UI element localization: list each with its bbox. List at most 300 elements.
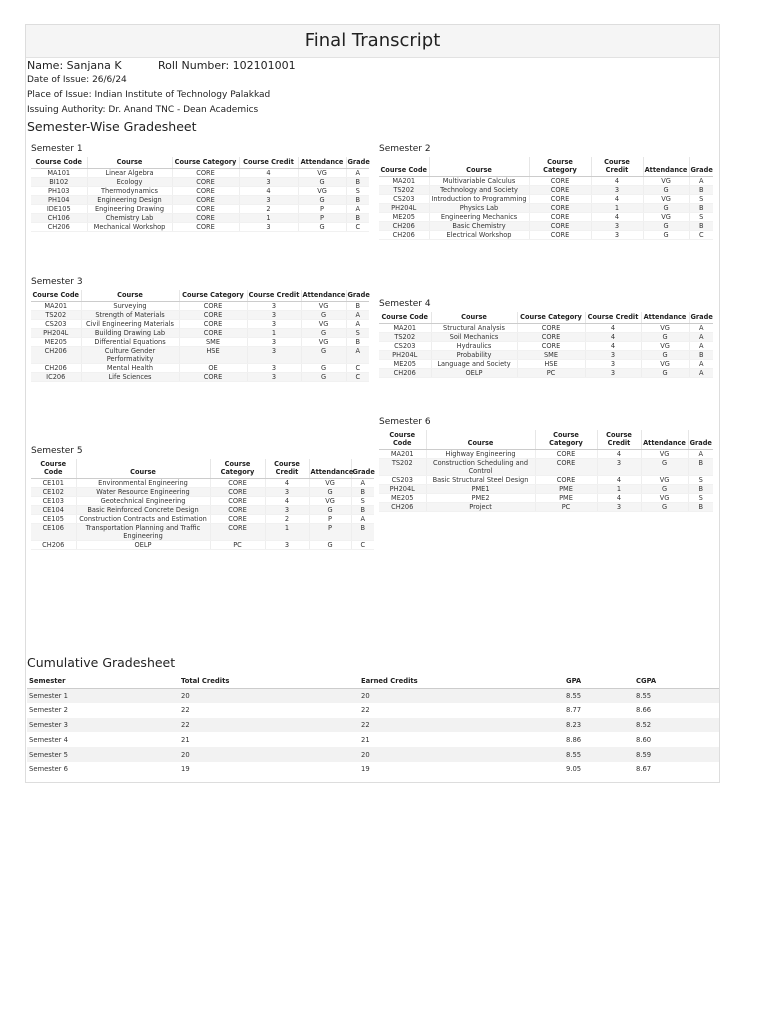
- table-cell: 3: [591, 222, 643, 231]
- table-cell: 3: [247, 373, 301, 382]
- table-cell: P: [309, 515, 351, 524]
- table-cell: VG: [643, 213, 689, 222]
- table-row: [31, 373, 369, 382]
- table-cell: C: [346, 373, 369, 382]
- table-cell: C: [346, 223, 369, 232]
- table-cell: Probability: [431, 351, 517, 360]
- table-cell: 4: [597, 476, 641, 485]
- table-cell: CORE: [172, 178, 239, 187]
- table-cell: CH206: [31, 347, 81, 364]
- table-cell: Technology and Society: [429, 186, 529, 195]
- table-cell: S: [346, 329, 369, 338]
- table-cell: MA201: [379, 324, 431, 333]
- table-cell: 9.05: [566, 765, 582, 774]
- table-cell: 2: [239, 205, 298, 214]
- table-cell: 2: [265, 515, 309, 524]
- column-header: Course: [431, 312, 517, 324]
- table-cell: CH206: [379, 222, 429, 231]
- table-cell: ME205: [379, 494, 426, 503]
- table-cell: Life Sciences: [81, 373, 179, 382]
- table-row: [31, 320, 369, 329]
- table-cell: CH206: [31, 364, 81, 373]
- table-cell: 3: [239, 223, 298, 232]
- table-cell: VG: [309, 497, 351, 506]
- column-header: Course Category: [172, 157, 239, 169]
- table-cell: PC: [210, 541, 265, 550]
- table-cell: CS203: [379, 476, 426, 485]
- table-cell: 8.67: [636, 765, 652, 774]
- semester-2-label: Semester 2: [379, 144, 431, 154]
- semester-1-table: [31, 157, 369, 232]
- table-cell: CORE: [210, 515, 265, 524]
- table-cell: 3: [585, 351, 641, 360]
- table-cell: B: [689, 351, 713, 360]
- table-cell: C: [346, 364, 369, 373]
- table-cell: CORE: [529, 213, 591, 222]
- table-cell: CS203: [31, 320, 81, 329]
- table-cell: 3: [597, 503, 641, 512]
- table-cell: Surveying: [81, 302, 179, 311]
- table-cell: B: [351, 524, 374, 541]
- table-cell: Geotechnical Engineering: [76, 497, 210, 506]
- table-cell: 19: [181, 765, 190, 774]
- column-header: Course Credit: [265, 459, 309, 479]
- table-cell: 3: [265, 541, 309, 550]
- table-cell: 19: [361, 765, 370, 774]
- table-cell: Physics Lab: [429, 204, 529, 213]
- table-cell: TS202: [31, 311, 81, 320]
- table-cell: B: [346, 178, 369, 187]
- table-cell: 3: [585, 369, 641, 378]
- column-header: Course Category: [529, 157, 591, 177]
- semester-5-table: [31, 459, 374, 550]
- table-cell: Transportation Planning and Traffic Engineering: [76, 524, 210, 541]
- table-row: [379, 186, 713, 195]
- table-cell: A: [346, 347, 369, 364]
- table-cell: A: [688, 450, 713, 459]
- table-row: [27, 688, 719, 703]
- table-cell: 4: [585, 342, 641, 351]
- table-cell: B: [346, 338, 369, 347]
- table-cell: PH104: [31, 196, 87, 205]
- table-cell: B: [689, 222, 713, 231]
- table-cell: B: [689, 204, 713, 213]
- column-header: Course Credit: [239, 157, 298, 169]
- table-cell: B: [688, 459, 713, 476]
- table-cell: CE105: [31, 515, 76, 524]
- table-cell: VG: [643, 195, 689, 204]
- table-cell: B: [346, 302, 369, 311]
- table-cell: OELP: [76, 541, 210, 550]
- table-cell: A: [346, 320, 369, 329]
- table-cell: PH204L: [379, 204, 429, 213]
- table-row: [379, 213, 713, 222]
- table-cell: S: [351, 497, 374, 506]
- table-cell: Engineering Drawing: [87, 205, 172, 214]
- table-cell: G: [641, 503, 688, 512]
- column-header: Attendance: [641, 430, 688, 450]
- table-cell: Strength of Materials: [81, 311, 179, 320]
- table-cell: G: [641, 351, 689, 360]
- table-cell: CORE: [529, 177, 591, 186]
- table-row: [379, 369, 713, 378]
- table-cell: 3: [239, 178, 298, 187]
- table-cell: 3: [247, 302, 301, 311]
- table-cell: C: [351, 541, 374, 550]
- table-cell: CORE: [210, 506, 265, 515]
- table-header-row: [31, 290, 369, 302]
- table-cell: CE103: [31, 497, 76, 506]
- table-cell: Mental Health: [81, 364, 179, 373]
- semester-4-label: Semester 4: [379, 299, 431, 309]
- column-header: Course Code: [31, 290, 81, 302]
- table-cell: P: [298, 214, 346, 223]
- table-row: [31, 541, 374, 550]
- table-cell: CORE: [172, 187, 239, 196]
- column-header: Course Category: [179, 290, 247, 302]
- table-cell: PME: [535, 485, 597, 494]
- table-row: [31, 488, 374, 497]
- table-cell: 3: [597, 459, 641, 476]
- table-row: [27, 732, 719, 747]
- table-cell: 8.55: [564, 688, 634, 703]
- table-cell: BI102: [31, 178, 87, 187]
- table-row: [379, 222, 713, 231]
- table-cell: 4: [591, 213, 643, 222]
- table-cell: 4: [265, 497, 309, 506]
- table-cell: CORE: [535, 476, 597, 485]
- table-cell: 22: [361, 706, 370, 715]
- table-cell: B: [689, 186, 713, 195]
- table-cell: P: [298, 205, 346, 214]
- table-cell: ME205: [379, 213, 429, 222]
- table-row: [31, 479, 374, 488]
- column-header: Course: [81, 290, 179, 302]
- table-cell: CE101: [31, 479, 76, 488]
- semester-4-table: [379, 312, 713, 378]
- table-cell: CH206: [379, 231, 429, 240]
- table-cell: 4: [591, 195, 643, 204]
- column-header: Attendance: [309, 459, 351, 479]
- column-header: Course Code: [379, 312, 431, 324]
- table-cell: CH206: [379, 369, 431, 378]
- table-cell: Differential Equations: [81, 338, 179, 347]
- table-cell: G: [298, 223, 346, 232]
- table-row: [31, 205, 369, 214]
- column-header: Course Credit: [585, 312, 641, 324]
- table-cell: PC: [517, 369, 585, 378]
- table-cell: PME1: [426, 485, 535, 494]
- column-header: Attendance: [301, 290, 346, 302]
- table-cell: CH206: [31, 541, 76, 550]
- table-cell: 8.60: [636, 735, 652, 744]
- table-cell: CORE: [179, 311, 247, 320]
- table-row: [379, 494, 713, 503]
- semester-3-table: [31, 290, 369, 382]
- table-cell: PME2: [426, 494, 535, 503]
- roll-number: Roll Number: 102101001: [158, 59, 296, 72]
- table-cell: 20: [359, 688, 564, 703]
- table-cell: Semester 6: [29, 765, 68, 774]
- table-cell: 3: [239, 196, 298, 205]
- table-cell: 22: [179, 718, 359, 733]
- table-cell: A: [346, 205, 369, 214]
- column-header: Grade: [689, 312, 713, 324]
- table-cell: VG: [641, 324, 689, 333]
- table-cell: G: [309, 541, 351, 550]
- table-cell: VG: [641, 450, 688, 459]
- column-header: Course: [426, 430, 535, 450]
- table-row: [31, 223, 369, 232]
- table-cell: PH204L: [31, 329, 81, 338]
- table-cell: S: [346, 187, 369, 196]
- table-cell: CH106: [31, 214, 87, 223]
- semester-wise-heading: Semester-Wise Gradesheet: [27, 119, 197, 134]
- table-cell: B: [688, 503, 713, 512]
- table-cell: VG: [298, 169, 346, 178]
- column-header: Course Category: [535, 430, 597, 450]
- student-name: Name: Sanjana K: [27, 59, 122, 72]
- semester-3-label: Semester 3: [31, 277, 83, 287]
- table-cell: Water Resource Engineering: [76, 488, 210, 497]
- table-cell: CORE: [179, 329, 247, 338]
- table-row: [31, 364, 369, 373]
- table-cell: CORE: [517, 342, 585, 351]
- table-cell: 4: [591, 177, 643, 186]
- column-header: Course Category: [517, 312, 585, 324]
- column-header: Course: [429, 157, 529, 177]
- table-cell: VG: [643, 177, 689, 186]
- table-cell: CORE: [210, 488, 265, 497]
- table-cell: 1: [247, 329, 301, 338]
- table-cell: A: [689, 177, 713, 186]
- table-cell: G: [641, 459, 688, 476]
- table-cell: A: [689, 369, 713, 378]
- table-cell: CORE: [210, 524, 265, 541]
- table-row: [379, 204, 713, 213]
- table-cell: CORE: [210, 497, 265, 506]
- table-row: [379, 195, 713, 204]
- table-cell: S: [689, 195, 713, 204]
- table-cell: 3: [247, 347, 301, 364]
- table-cell: S: [688, 476, 713, 485]
- table-cell: G: [301, 373, 346, 382]
- table-cell: P: [309, 524, 351, 541]
- table-cell: PME: [535, 494, 597, 503]
- table-cell: VG: [298, 187, 346, 196]
- table-cell: CORE: [529, 222, 591, 231]
- table-cell: CORE: [179, 320, 247, 329]
- column-header: Total Credits: [179, 675, 359, 688]
- table-cell: PH204L: [379, 351, 431, 360]
- table-cell: Basic Reinforced Concrete Design: [76, 506, 210, 515]
- table-cell: Soil Mechanics: [431, 333, 517, 342]
- table-cell: Structural Analysis: [431, 324, 517, 333]
- table-cell: G: [301, 311, 346, 320]
- column-header: Course Credit: [591, 157, 643, 177]
- table-cell: G: [301, 329, 346, 338]
- column-header: Course Category: [210, 459, 265, 479]
- table-cell: 3: [247, 320, 301, 329]
- table-row: [31, 169, 369, 178]
- table-row: [27, 747, 719, 762]
- table-cell: 4: [239, 187, 298, 196]
- table-cell: Ecology: [87, 178, 172, 187]
- table-cell: PH204L: [379, 485, 426, 494]
- table-cell: PC: [535, 503, 597, 512]
- table-cell: 3: [591, 231, 643, 240]
- semester-2-table: [379, 157, 713, 240]
- table-row: [379, 459, 713, 476]
- column-header: Attendance: [643, 157, 689, 177]
- table-cell: Construction Contracts and Estimation: [76, 515, 210, 524]
- table-cell: CE104: [31, 506, 76, 515]
- table-cell: 3: [591, 186, 643, 195]
- table-cell: G: [643, 186, 689, 195]
- table-cell: VG: [641, 494, 688, 503]
- table-cell: Environmental Engineering: [76, 479, 210, 488]
- table-cell: 8.77: [566, 706, 582, 715]
- table-row: [379, 177, 713, 186]
- table-header-row: [379, 157, 713, 177]
- table-cell: G: [301, 347, 346, 364]
- semester-6-table: [379, 430, 713, 512]
- table-row: [31, 311, 369, 320]
- table-cell: VG: [301, 338, 346, 347]
- page-title: Final Transcript: [26, 25, 719, 58]
- table-row: [379, 476, 713, 485]
- table-cell: B: [688, 485, 713, 494]
- table-cell: Hydraulics: [431, 342, 517, 351]
- table-cell: G: [641, 485, 688, 494]
- table-cell: Culture Gender Performativity: [81, 347, 179, 364]
- table-cell: 1: [239, 214, 298, 223]
- table-cell: Multivariable Calculus: [429, 177, 529, 186]
- table-cell: B: [351, 488, 374, 497]
- table-cell: ME205: [31, 338, 81, 347]
- column-header: Course Code: [31, 157, 87, 169]
- table-cell: CORE: [529, 204, 591, 213]
- table-row: [31, 187, 369, 196]
- semester-5-label: Semester 5: [31, 446, 83, 456]
- table-cell: IDE105: [31, 205, 87, 214]
- table-cell: Basic Structural Steel Design: [426, 476, 535, 485]
- table-cell: CORE: [179, 373, 247, 382]
- column-header: Attendance: [641, 312, 689, 324]
- column-header: Course Credit: [247, 290, 301, 302]
- table-cell: ME205: [379, 360, 431, 369]
- table-cell: MA201: [379, 177, 429, 186]
- table-cell: CE102: [31, 488, 76, 497]
- table-cell: CORE: [529, 231, 591, 240]
- table-cell: Language and Society: [431, 360, 517, 369]
- table-cell: G: [641, 333, 689, 342]
- table-cell: CS203: [379, 195, 429, 204]
- table-cell: 21: [181, 735, 190, 744]
- table-row: [27, 718, 719, 733]
- table-row: [379, 324, 713, 333]
- table-cell: CE106: [31, 524, 76, 541]
- table-cell: CORE: [517, 324, 585, 333]
- table-cell: S: [689, 213, 713, 222]
- table-cell: A: [689, 324, 713, 333]
- table-cell: OE: [179, 364, 247, 373]
- table-cell: S: [688, 494, 713, 503]
- table-row: [31, 515, 374, 524]
- table-row: [31, 506, 374, 515]
- table-cell: 20: [179, 688, 359, 703]
- table-header-row: [31, 157, 369, 169]
- table-cell: MA201: [31, 302, 81, 311]
- table-cell: Construction Scheduling and Control: [426, 459, 535, 476]
- transcript-document: [25, 24, 720, 783]
- table-cell: CORE: [517, 333, 585, 342]
- table-cell: 8.86: [566, 735, 582, 744]
- table-header-row: [27, 675, 719, 688]
- table-cell: A: [689, 342, 713, 351]
- table-cell: G: [643, 222, 689, 231]
- table-cell: A: [346, 169, 369, 178]
- column-header: Attendance: [298, 157, 346, 169]
- table-cell: A: [351, 515, 374, 524]
- table-cell: C: [689, 231, 713, 240]
- table-cell: 8.23: [564, 718, 634, 733]
- table-cell: VG: [641, 360, 689, 369]
- table-row: [27, 703, 719, 718]
- table-cell: 3: [265, 506, 309, 515]
- table-cell: 8.66: [636, 706, 652, 715]
- table-cell: VG: [301, 302, 346, 311]
- date-of-issue: Date of Issue: 26/6/24: [27, 75, 127, 85]
- column-header: Grade: [689, 157, 713, 177]
- table-cell: 4: [585, 324, 641, 333]
- table-cell: HSE: [179, 347, 247, 364]
- table-header-row: [31, 459, 374, 479]
- column-header: Course Code: [379, 430, 426, 450]
- table-row: [31, 347, 369, 364]
- column-header: GPA: [564, 675, 634, 688]
- table-cell: 8.52: [634, 718, 719, 733]
- issuing-authority: Issuing Authority: Dr. Anand TNC - Dean Academics: [27, 105, 259, 115]
- table-row: [31, 338, 369, 347]
- table-cell: 22: [359, 718, 564, 733]
- table-cell: 8.59: [634, 747, 719, 762]
- table-cell: Semester 4: [29, 735, 68, 744]
- table-row: [27, 762, 719, 777]
- table-cell: MA101: [31, 169, 87, 178]
- table-cell: 4: [239, 169, 298, 178]
- column-header: CGPA: [634, 675, 719, 688]
- table-cell: CORE: [172, 223, 239, 232]
- table-row: [31, 329, 369, 338]
- column-header: Course Code: [379, 157, 429, 177]
- table-cell: Mechanical Workshop: [87, 223, 172, 232]
- table-cell: HSE: [517, 360, 585, 369]
- table-cell: Electrical Workshop: [429, 231, 529, 240]
- table-cell: Linear Algebra: [87, 169, 172, 178]
- table-cell: 1: [591, 204, 643, 213]
- table-cell: Semester 3: [27, 718, 179, 733]
- column-header: Course Code: [31, 459, 76, 479]
- table-cell: CORE: [529, 186, 591, 195]
- table-cell: Engineering Design: [87, 196, 172, 205]
- table-cell: IC206: [31, 373, 81, 382]
- table-cell: CORE: [172, 214, 239, 223]
- table-cell: CORE: [535, 450, 597, 459]
- table-cell: G: [641, 369, 689, 378]
- table-header-row: [379, 430, 713, 450]
- column-header: Semester: [27, 675, 179, 688]
